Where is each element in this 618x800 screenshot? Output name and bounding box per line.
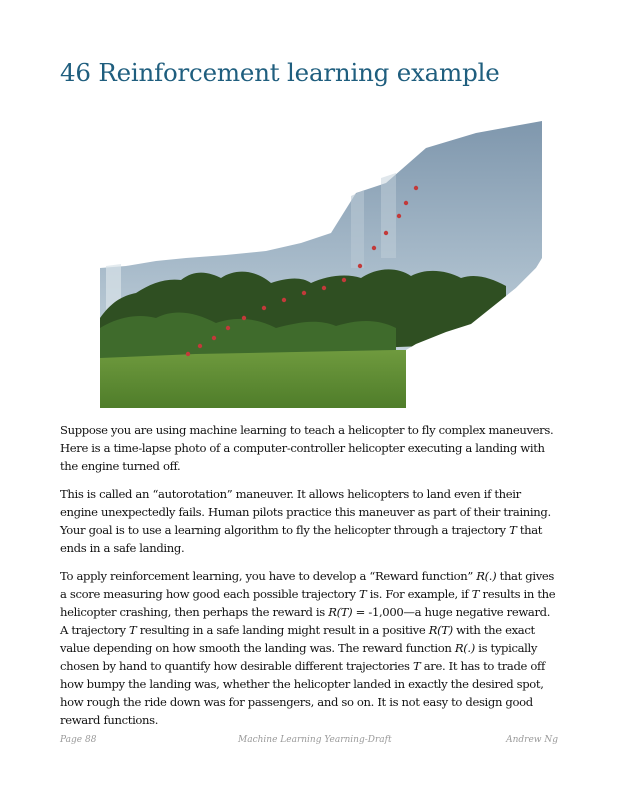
paragraph-1: Suppose you are using machine learning to teach a helicopter to fly complex maneuvers. Here is a time-lapse photo of a computer-controller helicopter executing a landing with the engine turned off. bbox=[60, 423, 554, 473]
helicopter-timelapse-photo bbox=[96, 118, 546, 413]
paragraph-3: To apply reinforcement learning, you have to develop a “Reward function” R(.) that gives a score measuring how good each possible trajectory T is. For example, if T results in the helicopter crashing, then perhaps the reward is R(T) = -1,000—a huge negative reward. A trajectory T resulting in a safe landing might result in a positive R(T) with the exact value depending on how smooth the landing was. The reward function R(.) is typically chosen by hand to quantify how desirable different trajectories T are. It has to trade off how bumpy the landing was, whether the helicopter landed in exactly the desired spot, how rough the ride down was for passengers, and so on. It is not easy to design good reward functions. bbox=[60, 569, 556, 727]
footer-author: Andrew Ng bbox=[506, 735, 558, 745]
footer-book-title: Machine Learning Yearning-Draft bbox=[238, 735, 392, 745]
body-text bbox=[60, 421, 560, 739]
page-title: 46 Reinforcement learning example bbox=[60, 58, 500, 87]
paragraph-2: This is called an “autorotation” maneuver. It allows helicopters to land even if their engine unexpectedly fails. Human pilots practice this maneuver as part of their training. Your goal is to use a learning algorithm to fly the helicopter through a trajectory T that ends in a safe landing. bbox=[60, 487, 551, 555]
footer-page-number: Page 88 bbox=[60, 735, 97, 745]
